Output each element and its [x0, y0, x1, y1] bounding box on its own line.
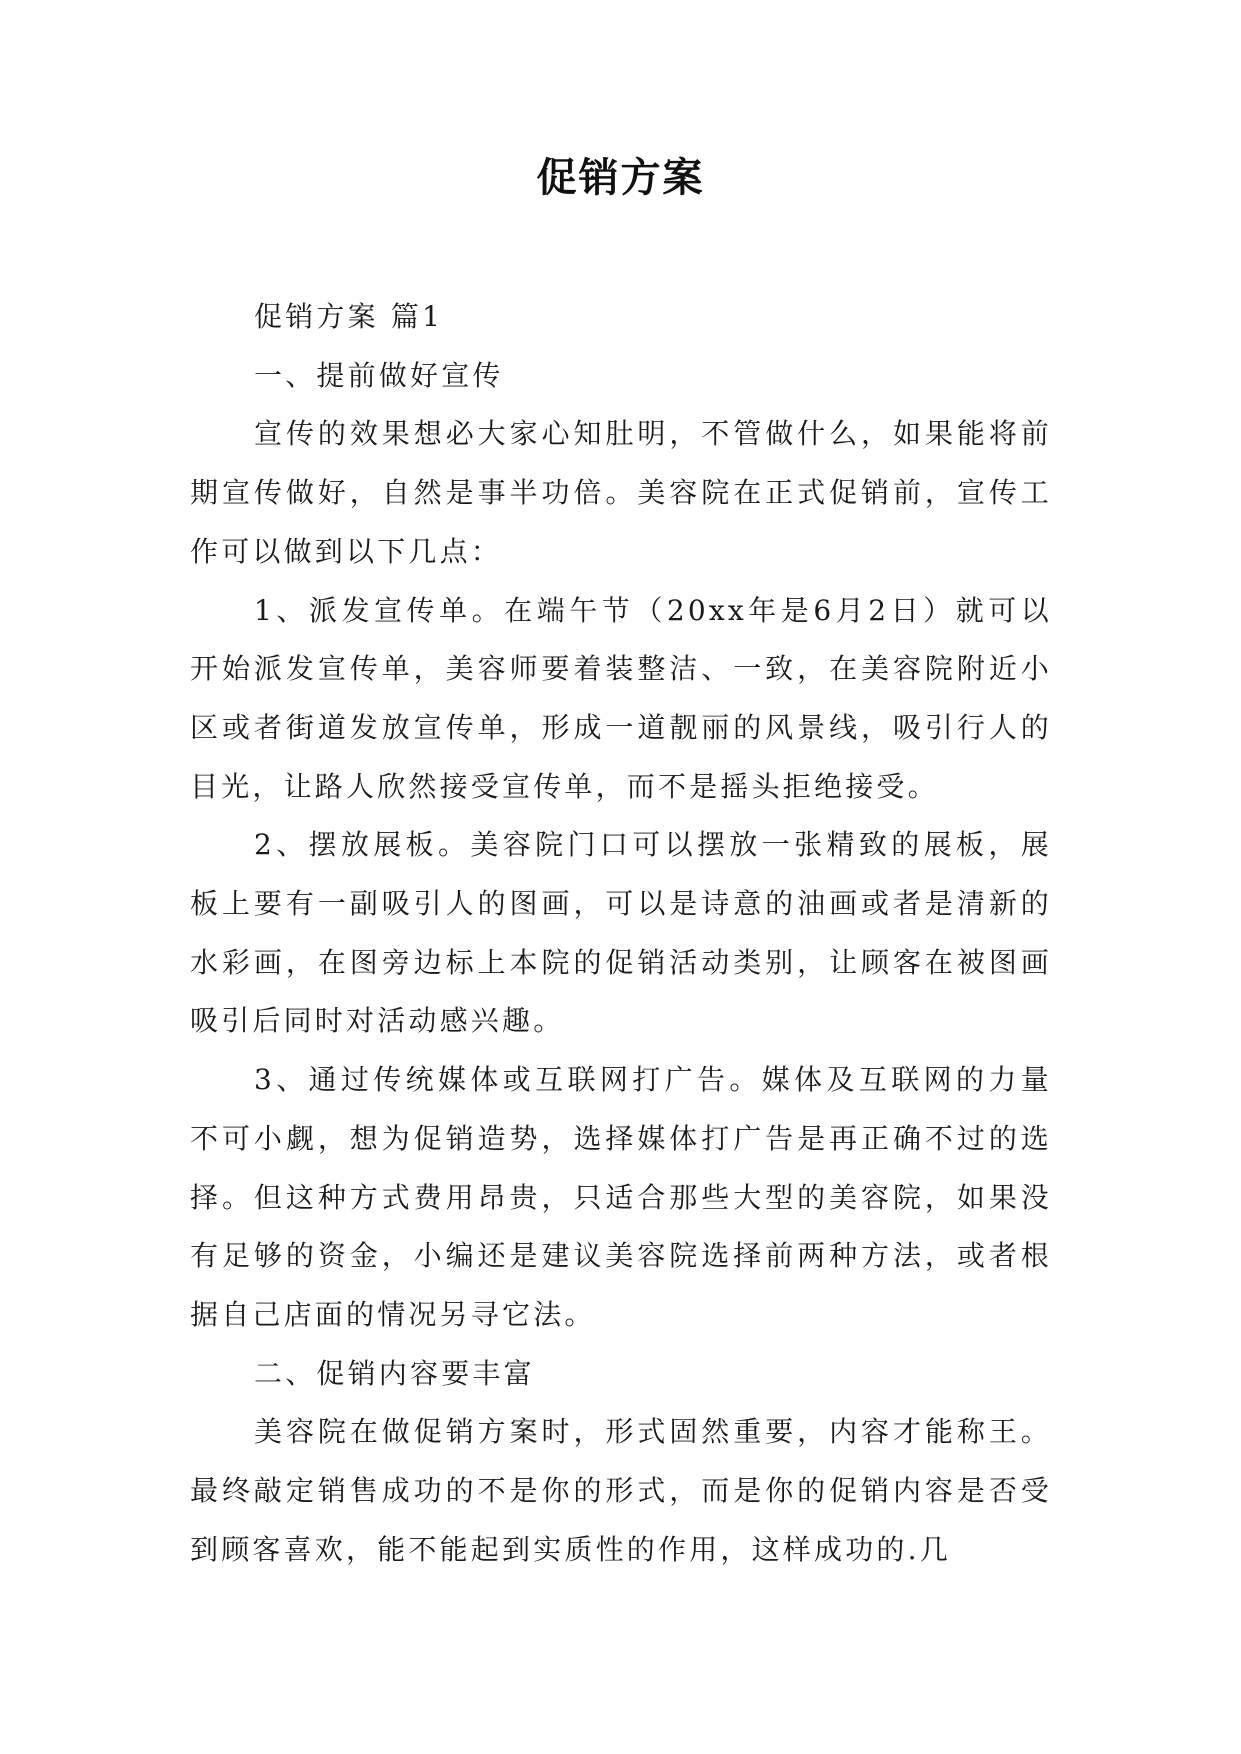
subsection-heading: 一、提前做好宣传	[254, 358, 504, 392]
body-paragraph: 美容院在做促销方案时，形式固然重要，内容才能称王。最终敲定销售成功的不是你的形式，而是你的促销内容是否受到顾客喜欢，能不能起到实质性的作用，这样成功的.几	[190, 1415, 1052, 1566]
body-paragraph: 3、通过传统媒体或互联网打广告。媒体及互联网的力量不可小觑，想为促销造势，选择媒体打广告是再正确不过的选择。但这种方式费用昂贵，只适合那些大型的美容院，如果没有足够的资金，小编还是建议美容院选择前两种方法，或者根据自己店面的情况另寻它法。	[190, 1063, 1052, 1331]
body-paragraph: 1、派发宣传单。在端午节（20xx年是6月2日）就可以开始派发宣传单，美容师要着装整洁、一致，在美容院附近小区或者街道发放宣传单，形成一道靓丽的风景线，吸引行人的目光，让路人欣然接受宣传单，而不是摇头拒绝接受。	[190, 593, 1052, 803]
document-title: 促销方案	[536, 155, 705, 201]
subsection-heading: 二、促销内容要丰富	[254, 1356, 535, 1390]
body-paragraph: 2、摆放展板。美容院门口可以摆放一张精致的展板，展板上要有一副吸引人的图画，可以是诗意的油画或者是清新的水彩画，在图旁边标上本院的促销活动类别，让顾客在被图画吸引后同时对活动感兴趣。	[190, 828, 1052, 1038]
body-paragraph: 宣传的效果想必大家心知肚明，不管做什么，如果能将前期宣传做好，自然是事半功倍。美容院在正式促销前，宣传工作可以做到以下几点：	[190, 417, 1052, 568]
section-heading: 促销方案 篇1	[254, 300, 444, 333]
document-body	[190, 288, 1052, 1579]
